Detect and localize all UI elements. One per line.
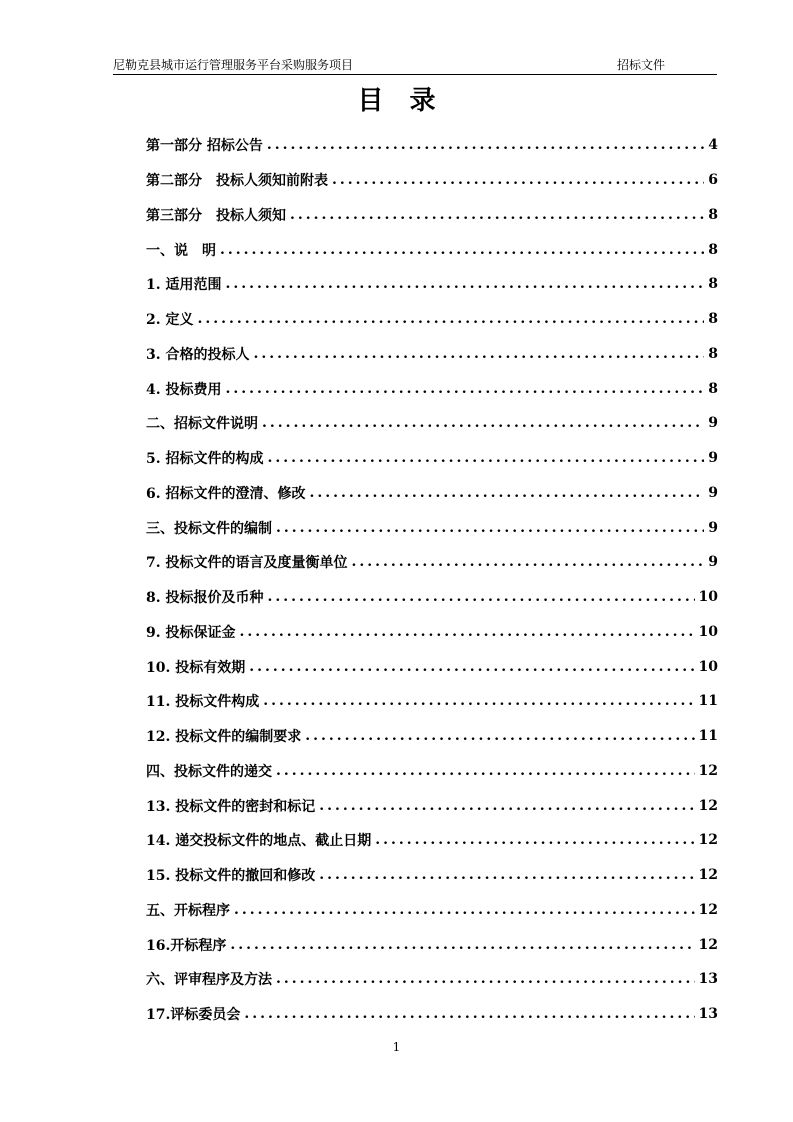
toc-entry[interactable]: [146, 232, 718, 267]
toc-entry-page: 12: [698, 901, 718, 918]
toc-entry-label: 17.评标委员会: [146, 1007, 241, 1024]
toc-dot-leader: [276, 971, 695, 987]
toc-entry-page: 8: [708, 276, 718, 293]
toc-dot-leader: [375, 832, 694, 848]
toc-entry[interactable]: [146, 302, 718, 337]
toc-entry[interactable]: [146, 128, 718, 163]
toc-entry-page: 10: [698, 589, 718, 606]
toc-entry[interactable]: [146, 476, 718, 511]
toc-entry-label: 第一部分 招标公告: [146, 138, 263, 155]
toc-entry-page: 12: [698, 797, 718, 814]
toc-entry[interactable]: [146, 163, 718, 198]
toc-entry-page: 4: [708, 137, 718, 154]
toc-dot-leader: [249, 659, 694, 675]
toc-entry-label: 三、投标文件的编制: [146, 520, 272, 537]
toc-entry-page: 11: [698, 728, 718, 745]
toc-dot-leader: [305, 728, 694, 744]
toc-entry[interactable]: [146, 754, 718, 789]
header-project-name: 尼勒克县城市运行管理服务平台采购服务项目: [113, 58, 354, 72]
toc-entry-label: 9. 投标保证金: [146, 624, 236, 641]
toc-entry-page: 12: [698, 936, 718, 953]
toc-dot-leader: [244, 1006, 694, 1022]
toc-entry-page: 8: [708, 345, 718, 362]
toc-entry[interactable]: [146, 615, 718, 650]
toc-dot-leader: [240, 624, 695, 640]
toc-dot-leader: [230, 937, 694, 953]
page-header: [113, 56, 717, 75]
toc-entry-page: 11: [698, 693, 718, 710]
toc-entry[interactable]: [146, 823, 718, 858]
toc-entry-label: 第二部分 投标人须知前附表: [146, 173, 328, 190]
toc-dot-leader: [332, 172, 704, 188]
toc-entry-label: 7. 投标文件的语言及度量衡单位: [146, 555, 348, 572]
toc-entry[interactable]: [146, 927, 718, 962]
toc-entry-page: 6: [708, 172, 718, 189]
toc-entry-label: 二、招标文件说明: [146, 416, 258, 433]
toc-dot-leader: [268, 450, 705, 466]
toc-entry-label: 11. 投标文件构成: [146, 694, 260, 711]
toc-entry-label: 10. 投标有效期: [146, 659, 246, 676]
toc-dot-leader: [263, 693, 694, 709]
toc-entry-label: 2. 定义: [146, 312, 194, 329]
toc-entry-page: 13: [698, 971, 718, 988]
toc-entry[interactable]: [146, 198, 718, 233]
toc-dot-leader: [276, 763, 695, 779]
toc-entry-label: 六、评审程序及方法: [146, 972, 272, 989]
toc-entry[interactable]: [146, 684, 718, 719]
toc-entry[interactable]: [146, 893, 718, 928]
toc-entry-label: 3. 合格的投标人: [146, 346, 250, 363]
toc-dot-leader: [262, 415, 704, 431]
toc-entry[interactable]: [146, 858, 718, 893]
toc-entry-label: 5. 招标文件的构成: [146, 451, 264, 468]
toc-entry[interactable]: [146, 371, 718, 406]
toc-dot-leader: [268, 589, 695, 605]
toc-entry-label: 第三部分 投标人须知: [146, 207, 286, 224]
toc-entry-label: 15. 投标文件的撤回和修改: [146, 868, 316, 885]
toc-entry-label: 6. 招标文件的澄清、修改: [146, 485, 306, 502]
toc-entry-label: 一、说 明: [146, 242, 216, 259]
toc-entry-page: 12: [698, 867, 718, 884]
toc-dot-leader: [254, 346, 705, 362]
toc-entry-label: 14. 递交投标文件的地点、截止日期: [146, 833, 372, 850]
toc-dot-leader: [267, 137, 704, 153]
toc-dot-leader: [310, 485, 705, 501]
toc-dot-leader: [234, 902, 695, 918]
toc-entry-label: 8. 投标报价及币种: [146, 590, 264, 607]
toc-dot-leader: [226, 381, 705, 397]
page-number: 1: [392, 1040, 401, 1054]
toc-entry[interactable]: [146, 962, 718, 997]
toc-dot-leader: [319, 867, 694, 883]
toc-entry-label: 四、投标文件的递交: [146, 763, 272, 780]
toc-entry-page: 10: [698, 623, 718, 640]
toc-entry-page: 13: [698, 1006, 718, 1023]
toc-entry-page: 8: [708, 380, 718, 397]
toc-entry[interactable]: [146, 267, 718, 302]
toc-entry-label: 13. 投标文件的密封和标记: [146, 798, 316, 815]
toc-dot-leader: [198, 311, 705, 327]
table-of-contents: [146, 128, 718, 1032]
toc-dot-leader: [276, 520, 704, 536]
toc-entry-label: 4. 投标费用: [146, 381, 222, 398]
toc-entry-page: 9: [708, 554, 718, 571]
toc-dot-leader: [226, 276, 705, 292]
toc-entry-page: 9: [708, 415, 718, 432]
toc-entry-label: 12. 投标文件的编制要求: [146, 729, 302, 746]
toc-entry-page: 9: [708, 519, 718, 536]
toc-entry-page: 12: [698, 762, 718, 779]
toc-dot-leader: [220, 242, 704, 258]
toc-entry[interactable]: [146, 406, 718, 441]
toc-entry[interactable]: [146, 545, 718, 580]
toc-entry-label: 16.开标程序: [146, 937, 227, 954]
toc-entry-page: 8: [708, 241, 718, 258]
toc-entry-page: 8: [708, 206, 718, 223]
toc-entry[interactable]: [146, 649, 718, 684]
toc-entry[interactable]: [146, 441, 718, 476]
toc-entry-label: 1. 适用范围: [146, 277, 222, 294]
toc-dot-leader: [290, 207, 704, 223]
toc-entry-page: 9: [708, 484, 718, 501]
toc-entry[interactable]: [146, 510, 718, 545]
toc-entry-page: 8: [708, 311, 718, 328]
toc-entry-page: 10: [698, 658, 718, 675]
toc-dot-leader: [319, 798, 694, 814]
toc-entry[interactable]: [146, 997, 718, 1032]
toc-entry-page: 9: [708, 450, 718, 467]
toc-entry[interactable]: [146, 719, 718, 754]
header-doc-type: 招标文件: [617, 58, 666, 72]
toc-entry[interactable]: [146, 337, 718, 372]
toc-entry[interactable]: [146, 788, 718, 823]
toc-entry-page: 12: [698, 832, 718, 849]
toc-entry[interactable]: [146, 580, 718, 615]
toc-title: 目录: [357, 86, 462, 116]
toc-dot-leader: [352, 554, 705, 570]
toc-entry-label: 五、开标程序: [146, 902, 230, 919]
